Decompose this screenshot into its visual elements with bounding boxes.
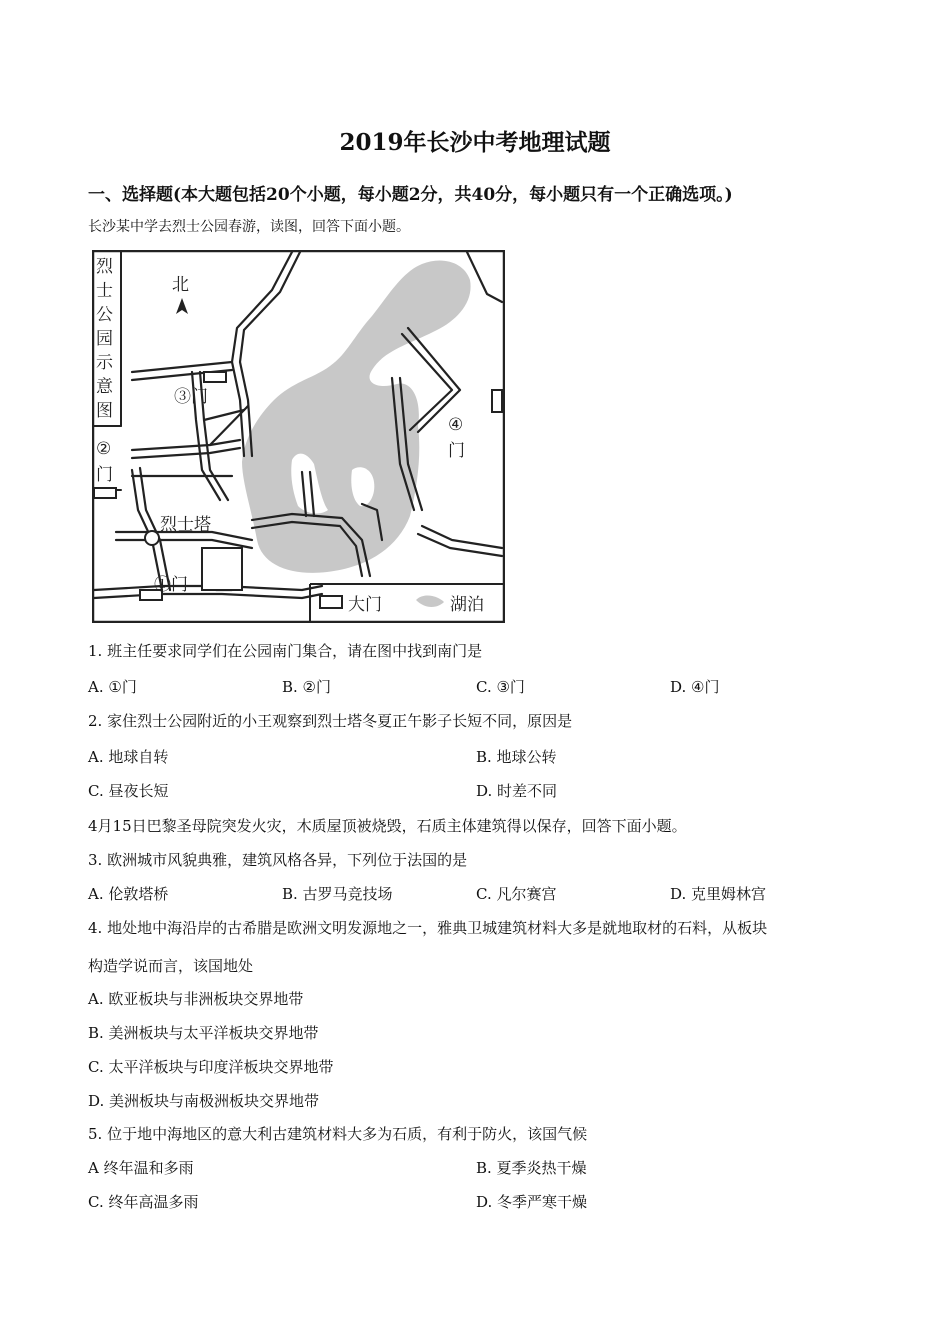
park-map-figure bbox=[92, 250, 505, 623]
map-title-char: 士 bbox=[96, 281, 113, 301]
q3-option-b: B. 古罗马竞技场 bbox=[282, 885, 393, 903]
q3-option-d: D. 克里姆林宫 bbox=[670, 885, 767, 903]
map-title-char: 图 bbox=[96, 401, 113, 421]
gate-2-char: 门 bbox=[96, 465, 113, 485]
north-arrow-icon bbox=[176, 298, 188, 314]
question-1-stem: 1. 班主任要求同学们在公园南门集合，请在图中找到南门是 bbox=[88, 642, 483, 660]
q4-option-d: D. 美洲板块与南极洲板块交界地带 bbox=[88, 1092, 320, 1110]
map-title-char: 园 bbox=[96, 329, 113, 349]
q5-option-c: C. 终年高温多雨 bbox=[88, 1193, 199, 1211]
gate-4-marker bbox=[492, 390, 502, 412]
section-heading: 一、选择题(本大题包括20个小题，每小题2分，共40分，每小题只有一个正确选项。) bbox=[88, 185, 733, 205]
lake-shape bbox=[242, 261, 471, 573]
map-title-char: 公 bbox=[96, 305, 113, 325]
q1-option-c: C. ③门 bbox=[476, 678, 525, 696]
legend-gate-swatch bbox=[320, 596, 342, 608]
q3-option-a: A. 伦敦塔桥 bbox=[88, 885, 169, 903]
gate-3-label: ③门 bbox=[174, 387, 208, 407]
question-2-stem: 2. 家住烈士公园附近的小王观察到烈士塔冬夏正午影子长短不同，原因是 bbox=[88, 712, 573, 730]
q5-option-a: A 终年温和多雨 bbox=[88, 1159, 194, 1177]
q5-option-b: B. 夏季炎热干燥 bbox=[476, 1159, 587, 1177]
tower-label: 烈士塔 bbox=[160, 515, 211, 535]
legend-lake-swatch bbox=[416, 596, 444, 607]
question-3-stem: 3. 欧洲城市风貌典雅，建筑风格各异，下列位于法国的是 bbox=[88, 851, 468, 869]
gate-4-number: ④ bbox=[448, 415, 464, 435]
q2-option-b: B. 地球公转 bbox=[476, 748, 557, 766]
q4-option-c: C. 太平洋板块与印度洋板块交界地带 bbox=[88, 1058, 334, 1076]
map-title-char: 示 bbox=[96, 353, 113, 373]
q2-option-c: C. 昼夜长短 bbox=[88, 782, 169, 800]
gate-1-label: ①门 bbox=[154, 575, 188, 595]
map-title-char: 意 bbox=[96, 377, 113, 397]
q5-option-d: D. 冬季严寒干燥 bbox=[476, 1193, 588, 1211]
q1-option-b: B. ②门 bbox=[282, 678, 332, 696]
legend-lake-label: 湖泊 bbox=[450, 595, 484, 615]
page-title: 2019年长沙中考地理试题 bbox=[339, 129, 611, 156]
q2-option-a: A. 地球自转 bbox=[88, 748, 169, 766]
map-title-char: 烈 bbox=[96, 257, 113, 277]
question-4-stem-line2: 构造学说而言，该国地处 bbox=[88, 957, 254, 975]
gate-2-number: ② bbox=[96, 439, 112, 459]
q2-option-d: D. 时差不同 bbox=[476, 782, 558, 800]
q4-option-b: B. 美洲板块与太平洋板块交界地带 bbox=[88, 1024, 319, 1042]
q1-option-d: D. ④门 bbox=[670, 678, 720, 696]
intro-text-2: 4月15日巴黎圣母院突发火灾，木质屋顶被烧毁，石质主体建筑得以保存，回答下面小题。 bbox=[88, 817, 687, 835]
question-5-stem: 5. 位于地中海地区的意大利古建筑材料大多为石质，有利于防火，该国气候 bbox=[88, 1125, 588, 1143]
gate-3-marker bbox=[204, 372, 226, 382]
gate-4-char: 门 bbox=[448, 441, 465, 461]
north-label: 北 bbox=[172, 275, 189, 295]
tower-marker bbox=[145, 531, 159, 545]
intro-text-1: 长沙某中学去烈士公园春游，读图，回答下面小题。 bbox=[88, 219, 410, 235]
legend-gate-label: 大门 bbox=[348, 595, 382, 615]
q3-option-c: C. 凡尔赛宫 bbox=[476, 885, 557, 903]
q4-option-a: A. 欧亚板块与非洲板块交界地带 bbox=[88, 990, 304, 1008]
question-4-stem-line1: 4. 地处地中海沿岸的古希腊是欧洲文明发源地之一，雅典卫城建筑材料大多是就地取材的石料，从板块 bbox=[88, 919, 768, 937]
q1-option-a: A. ①门 bbox=[88, 678, 137, 696]
